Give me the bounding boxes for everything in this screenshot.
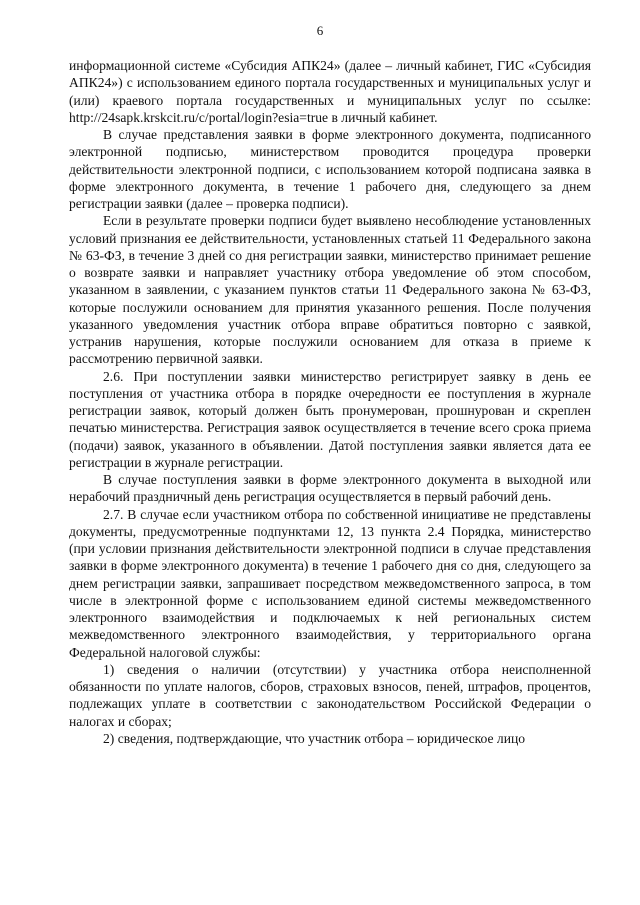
list-item-2-legal-entity: 2) сведения, подтверждающие, что участник отбора – юридическое лицо: [103, 730, 526, 746]
paragraph-signature-failure: Если в результате проверки подписи будет выявлено несоблюдение установленных условий признания ее действительности, установленных статьей 11 Федерального закона № 63-ФЗ, в течение 3 дней со дня регистрации заявки, министерство принимает решение о возврате заявки и направляет участнику отбора уведомление об этом способом, указанном в заявлении, с указанием пунктов статьи 11 Федерального закона № 63-ФЗ, которые послужили основанием для принятия указанного решения. После получения указанного уведомления участник отбора вправе обратиться повторно с заявкой, устранив нарушения, которые послужили основанием для отказа в приеме к рассмотрению первичной заявки.: [69, 213, 591, 367]
paragraph-holiday-registration: В случае поступления заявки в форме электронного документа в выходной или нерабочий праздничный день регистрация осуществляется в первый рабочий день.: [69, 472, 591, 505]
document-body: [69, 57, 591, 747]
paragraph-2-7-interagency-request: 2.7. В случае если участником отбора по собственной инициативе не представлены документы, предусмотренные подпунктами 12, 13 пункта 2.4 Порядка, министерство (при условии признания действительности электронной подписи в случае представления заявки в форме электронного документа) в течение 1 рабочего дня со дня, следующего за днем регистрации заявки, запрашивает посредством межведомственного запроса, в том числе в электронной форме с использованием единой системы межведомственного электронного взаимодействия и подключаемых к ней региональных систем межведомственного электронного взаимодействия, у территориального органа Федеральной налоговой службы:: [69, 506, 591, 660]
paragraph-signature-check: В случае представления заявки в форме электронного документа, подписанного электронной подписью, министерством проводится процедура проверки действительности электронной подписи, с использованием которой подписана заявка в форме электронного документа, в течение 1 рабочего дня, следующего за днем регистрации заявки (далее – проверка подписи).: [69, 127, 591, 211]
paragraph-2-6-registration: 2.6. При поступлении заявки министерство регистрирует заявку в день ее поступления от участника отбора в порядке очередности ее поступления в журнале регистрации заявок, который должен быть пронумерован, прошнурован и скреплен печатью министерства. Регистрация заявок осуществляется в течение всего срока приема (подачи) заявок, указанного в объявлении. Датой поступления заявки является дата ее регистрации в журнале регистрации.: [69, 368, 591, 470]
page-number: 6: [316, 23, 324, 38]
list-item-1-tax-debt: 1) сведения о наличии (отсутствии) у участника отбора неисполненной обязанности по уплате налогов, сборов, страховых взносов, пеней, штрафов, процентов, подлежащих уплате в соответствии с законодательством Российской Федерации о налогах и сборах;: [69, 661, 591, 729]
paragraph-continuation: информационной системе «Субсидия АПК24» (далее – личный кабинет, ГИС «Субсидия АПК24») с использованием единого портала государственных и муниципальных услуг и (или) краевого портала государственных и муниципальных услуг по ссылке: http://24sapk.krskcit.ru/c/portal/login?esia=true в личный кабинет.: [69, 58, 591, 125]
